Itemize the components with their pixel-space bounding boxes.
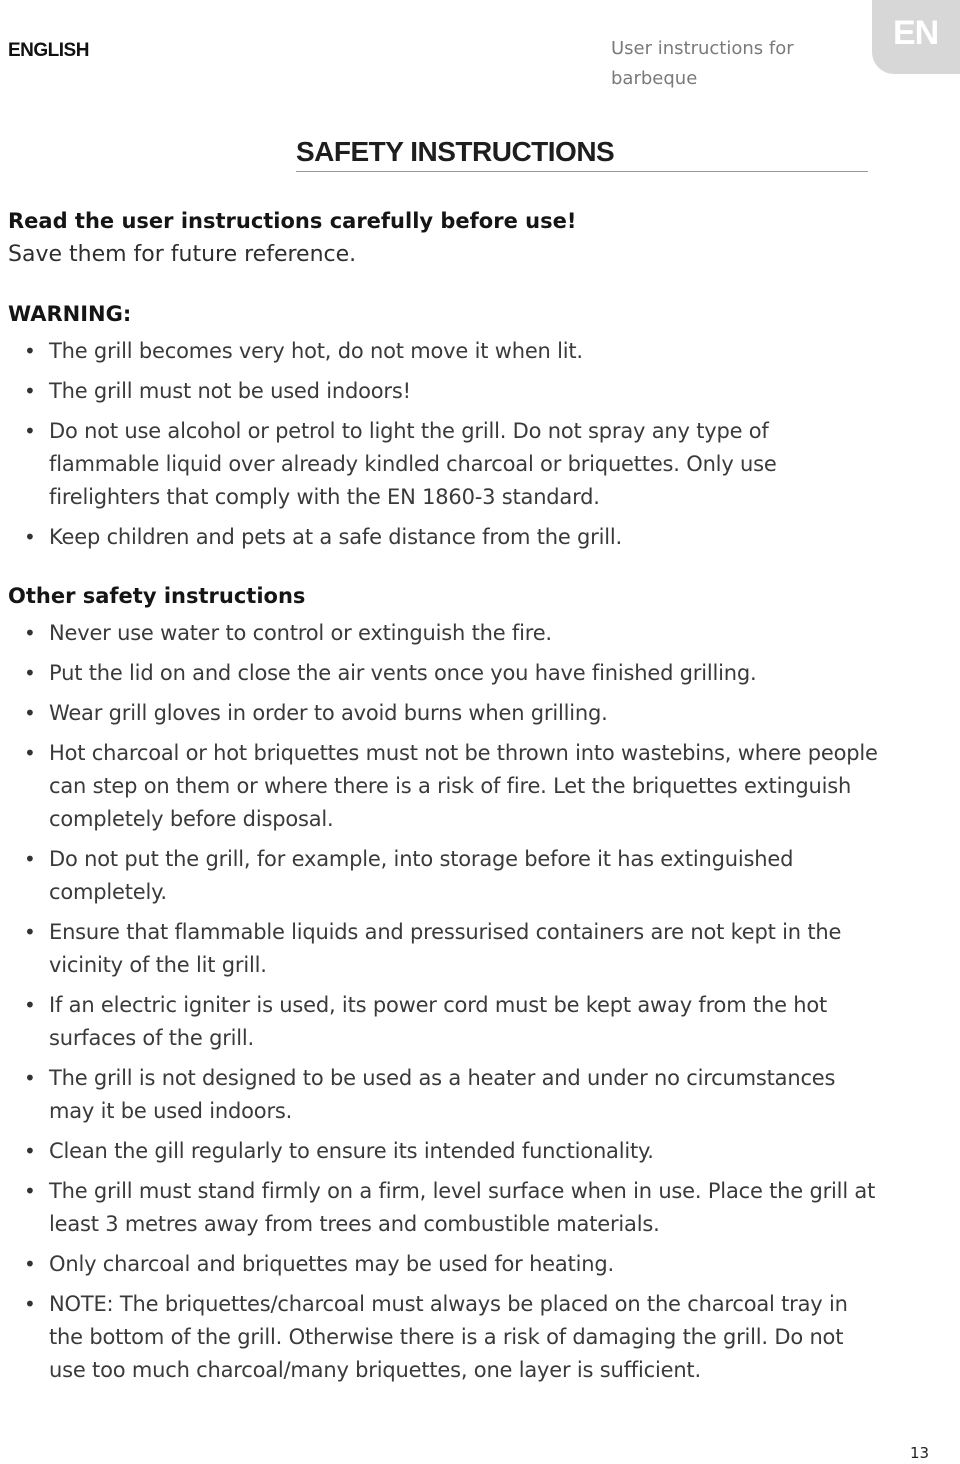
list-item [8, 375, 880, 408]
bullet-icon: • [24, 1179, 36, 1203]
bullet-icon: • [24, 1292, 36, 1316]
document-title: User instructions for barbeque [611, 38, 794, 89]
list-item [8, 1062, 880, 1128]
list-item-text: If an electric igniter is used, its power cord must be kept away from the hot surfaces of the grill. [49, 993, 828, 1050]
language-tab [872, 0, 960, 74]
list-item [8, 737, 880, 836]
list-item [8, 335, 880, 368]
bullet-icon: • [24, 419, 36, 443]
list-item [8, 697, 880, 730]
list-item-text: NOTE: The briquettes/charcoal must always be placed on the charcoal tray in the bottom of the grill. Otherwise there is a risk of damaging the grill. Do not use too much charcoal/many briquettes, one layer is sufficient. [49, 1292, 848, 1382]
intro-read-instructions: Read the user instructions carefully before use! [8, 209, 577, 233]
list-item-text: Only charcoal and briquettes may be used for heating. [49, 1252, 614, 1276]
bullet-icon: • [24, 339, 36, 363]
list-item-text: The grill must not be used indoors! [49, 379, 411, 403]
list-item [8, 1135, 880, 1168]
bullet-icon: • [24, 1066, 36, 1090]
language-label: ENGLISH [8, 40, 89, 61]
warning-list [8, 335, 880, 554]
section-title: SAFETY INSTRUCTIONS [296, 136, 615, 167]
other-safety-list [8, 617, 880, 1387]
list-item-text: Put the lid on and close the air vents once you have finished grilling. [49, 661, 757, 685]
list-item [8, 617, 880, 650]
list-item-text: Ensure that flammable liquids and pressurised containers are not kept in the vicinity of the lit grill. [49, 920, 842, 977]
intro-save-reference: Save them for future reference. [8, 242, 357, 267]
bullet-icon: • [24, 920, 36, 944]
page-number: 13 [910, 1444, 930, 1462]
content-body [8, 205, 880, 1394]
list-item [8, 415, 880, 514]
list-item-text: Clean the gill regularly to ensure its intended functionality. [49, 1139, 654, 1163]
list-item [8, 1248, 880, 1281]
bullet-icon: • [24, 379, 36, 403]
bullet-icon: • [24, 1139, 36, 1163]
bullet-icon: • [24, 525, 36, 549]
bullet-icon: • [24, 661, 36, 685]
title-divider [296, 171, 868, 172]
list-item-text: Keep children and pets at a safe distance from the grill. [49, 525, 622, 549]
other-safety-heading: Other safety instructions [8, 584, 306, 608]
list-item-text: Never use water to control or extinguish the fire. [49, 621, 552, 645]
list-item-text: Do not put the grill, for example, into storage before it has extinguished completely. [49, 847, 794, 904]
list-item-text: Do not use alcohol or petrol to light the grill. Do not spray any type of flammable liquid over already kindled charcoal or briquettes. Only use firelighters that comply with the EN 1860-3 standard. [49, 419, 777, 509]
warning-heading: WARNING: [8, 302, 132, 326]
bullet-icon: • [24, 701, 36, 725]
list-item [8, 1288, 880, 1387]
list-item-text: The grill must stand firmly on a firm, level surface when in use. Place the grill at least 3 metres away from trees and combustible materials. [49, 1179, 876, 1236]
language-tab-label: EN [893, 14, 939, 52]
bullet-icon: • [24, 741, 36, 765]
bullet-icon: • [24, 621, 36, 645]
list-item [8, 657, 880, 690]
list-item-text: The grill is not designed to be used as a heater and under no circumstances may it be used indoors. [49, 1066, 836, 1123]
bullet-icon: • [24, 847, 36, 871]
list-item [8, 843, 880, 909]
list-item [8, 989, 880, 1055]
list-item-text: Wear grill gloves in order to avoid burns when grilling. [49, 701, 608, 725]
list-item-text: Hot charcoal or hot briquettes must not be thrown into wastebins, where people can step on them or where there is a risk of fire. Let the briquettes extinguish completely before disposal. [49, 741, 878, 831]
list-item [8, 521, 880, 554]
list-item-text: The grill becomes very hot, do not move it when lit. [49, 339, 583, 363]
bullet-icon: • [24, 993, 36, 1017]
list-item [8, 916, 880, 982]
list-item [8, 1175, 880, 1241]
bullet-icon: • [24, 1252, 36, 1276]
